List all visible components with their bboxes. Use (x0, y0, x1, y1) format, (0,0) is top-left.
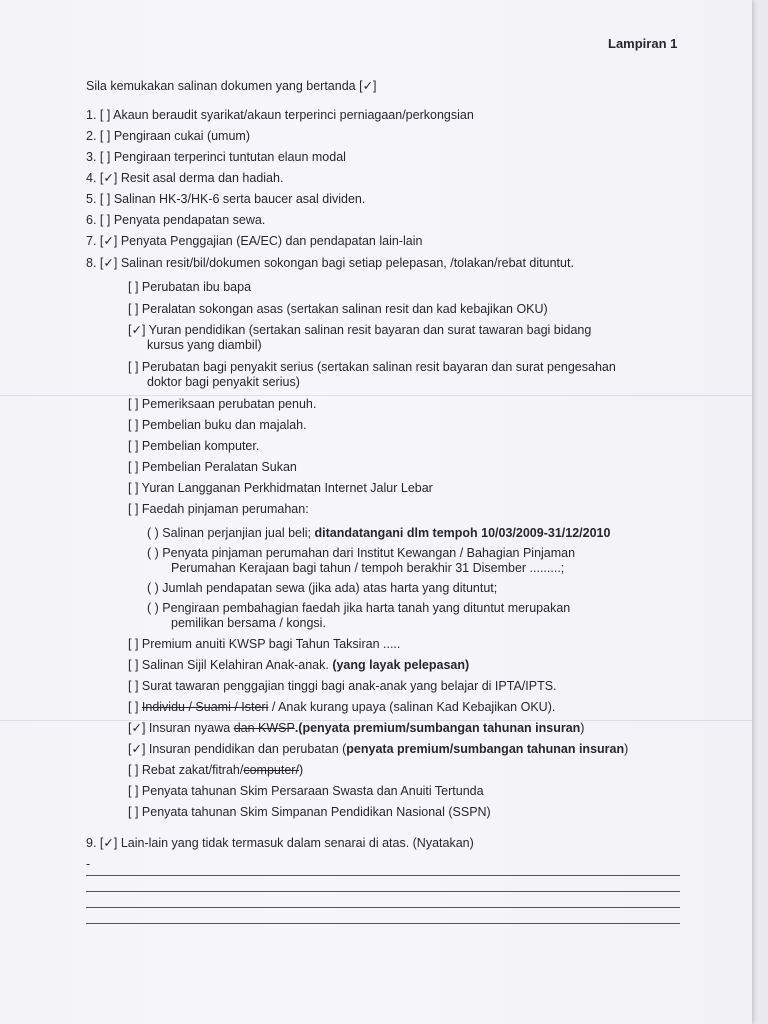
sub-item (128, 721, 584, 736)
checkbox-mark: [ ] (128, 439, 139, 453)
housing-item-continuation: pemilikan bersama / kongsi. (171, 616, 326, 630)
housing-item-text: Salinan perjanjian jual beli; (162, 526, 315, 540)
sub-item-tail: ) (624, 742, 629, 756)
checkbox-mark: [ ] (128, 700, 139, 714)
sub-item-text: Surat tawaran penggajian tinggi bagi anak-anak yang belajar di IPTA/IPTS. (141, 679, 557, 693)
list-item (86, 129, 250, 144)
item-number: 2. (86, 129, 97, 143)
sub-item-emphasis: (yang layak pelepasan) (332, 658, 470, 672)
sub-item-tail: ) (580, 721, 585, 735)
checkbox-mark: [ ] (128, 805, 139, 819)
list-item (86, 150, 346, 165)
sub-item-emphasis: .(penyata premium/sumbangan tahunan insuran (294, 721, 581, 735)
answer-line[interactable] (86, 891, 680, 892)
housing-item (147, 546, 575, 561)
sub-item (128, 805, 491, 820)
item-text: Salinan resit/bil/dokumen sokongan bagi setiap pelepasan, /tolakan/rebat dituntut. (120, 256, 574, 270)
item-number: 9. (86, 836, 97, 850)
checkbox-mark: [ ] (99, 129, 111, 143)
sub-item (128, 280, 251, 295)
sub-item-text: / Anak kurang upaya (salinan Kad Kebajikan OKU). (268, 700, 556, 714)
sub-item-text: Faedah pinjaman perumahan: (141, 502, 309, 516)
sub-item-text: Penyata tahunan Skim Persaraan Swasta dan Anuiti Tertunda (141, 784, 484, 798)
sub-item-continuation: kursus yang diambil) (147, 338, 262, 352)
checkbox-mark: [ ] (128, 784, 139, 798)
sub-item-text: Peralatan sokongan asas (sertakan salinan resit dan kad kebajikan OKU) (141, 302, 548, 316)
sub-item-text: Perubatan bagi penyakit serius (sertakan salinan resit bayaran dan surat pengesahan (141, 360, 616, 374)
sub-item (128, 502, 309, 517)
checkbox-mark: [ ] (128, 481, 139, 495)
checkbox-mark: ( ) (147, 546, 159, 560)
item-number: 4. (86, 171, 97, 185)
sub-item-tail: ) (298, 763, 304, 777)
item-text: Resit asal derma dan hadiah. (120, 171, 284, 185)
sub-item (128, 637, 400, 652)
checkbox-mark: [ ] (128, 302, 139, 316)
sub-item-text: Yuran pendidikan (sertakan salinan resit bayaran dan surat tawaran bagi bidang (148, 323, 592, 337)
answer-line[interactable] (86, 875, 680, 876)
item-text: Pengiraan terperinci tuntutan elaun modal (113, 150, 346, 164)
list-item (86, 836, 474, 851)
item-number: 7. (86, 234, 97, 248)
checkbox-mark: ( ) (147, 581, 159, 595)
answer-line[interactable] (86, 907, 680, 908)
sub-item-text: Insuran nyawa (148, 721, 234, 735)
sub-item-text: Penyata tahunan Skim Simpanan Pendidikan Nasional (SSPN) (141, 805, 491, 819)
list-item (86, 108, 474, 123)
sub-item (128, 784, 484, 799)
sub-item (128, 658, 469, 673)
checkbox-mark: [ ] (128, 658, 139, 672)
item-text: Pengiraan cukai (umum) (113, 129, 250, 143)
checkbox-mark: [ ] (128, 763, 139, 777)
item-text: Penyata Penggajian (EA/EC) dan pendapatan lain-lain (120, 234, 423, 248)
list-item (86, 256, 574, 271)
checkbox-mark: [✓] (99, 256, 118, 270)
housing-item (147, 601, 570, 616)
checkbox-mark: [ ] (99, 213, 111, 227)
page-title: Lampiran 1 (608, 36, 678, 51)
intro-text: Sila kemukakan salinan dokumen yang bertanda [✓] (86, 79, 377, 93)
sub-item-text: Rebat zakat/fitrah/ (141, 763, 244, 777)
item-number: 5. (86, 192, 97, 206)
housing-item (147, 526, 610, 541)
sub-item (128, 302, 548, 317)
housing-item-text: Penyata pinjaman perumahan dari Institut Kewangan / Bahagian Pinjaman (162, 546, 576, 560)
item-number: 8. (86, 256, 97, 270)
checkbox-mark: ( ) (147, 601, 159, 615)
sub-item-text: Premium anuiti KWSP bagi Tahun Taksiran ..... (141, 637, 401, 651)
checkbox-mark: [ ] (99, 150, 111, 164)
sub-item-text: Pembelian buku dan majalah. (141, 418, 307, 432)
checkbox-mark: [✓] (128, 323, 146, 337)
sub-item-emphasis: penyata premium/sumbangan tahunan insuran (346, 742, 625, 756)
checkbox-mark: [ ] (99, 192, 111, 206)
checkbox-mark: [✓] (128, 742, 146, 756)
struck-text: dan KWSP (233, 721, 295, 735)
item-text: Akaun beraudit syarikat/akaun terperinci perniagaan/perkongsian (113, 108, 474, 122)
item-text: Lain-lain yang tidak termasuk dalam senarai di atas. (Nyatakan) (120, 836, 474, 850)
list-item (86, 234, 422, 249)
checkbox-mark: [ ] (128, 360, 139, 374)
checkbox-mark: [ ] (128, 460, 139, 474)
struck-text: computer/ (243, 763, 299, 777)
sub-item-text: Pemeriksaan perubatan penuh. (141, 397, 317, 411)
sub-item-text: Pembelian komputer. (141, 439, 260, 453)
housing-item (147, 581, 497, 596)
checkbox-mark: [ ] (99, 108, 111, 122)
blank-marker: - (86, 857, 91, 871)
checkbox-mark: [ ] (128, 679, 139, 693)
list-item (86, 213, 265, 228)
checkbox-mark: [✓] (99, 836, 118, 850)
sub-item-text: Pembelian Peralatan Sukan (141, 460, 297, 474)
housing-item-text: Pengiraan pembahagian faedah jika harta tanah yang dituntut merupakan (162, 601, 571, 615)
struck-text: Individu / Suami / Isteri (141, 700, 269, 714)
checkbox-mark: [✓] (99, 171, 118, 185)
sub-item (128, 418, 307, 433)
sub-item (128, 397, 316, 412)
answer-line[interactable] (86, 923, 680, 924)
sub-item (128, 360, 616, 375)
sub-item-text: Perubatan ibu bapa (141, 280, 252, 294)
checkbox-mark: ( ) (147, 526, 159, 540)
checkbox-mark: [ ] (128, 280, 139, 294)
paper-fold (0, 395, 752, 396)
sub-item-text: Salinan Sijil Kelahiran Anak-anak. (141, 658, 333, 672)
checkbox-mark: [ ] (128, 502, 139, 516)
sub-item (128, 700, 555, 715)
sub-item (128, 460, 297, 475)
sub-item-text: Insuran pendidikan dan perubatan ( (148, 742, 347, 756)
housing-item-continuation: Perumahan Kerajaan bagi tahun / tempoh berakhir 31 Disember .........; (171, 561, 565, 575)
sub-item (128, 481, 433, 496)
sub-item-text: Yuran Langganan Perkhidmatan Internet Jalur Lebar (141, 481, 433, 495)
item-number: 3. (86, 150, 97, 164)
housing-item-text: Jumlah pendapatan sewa (jika ada) atas harta yang dituntut; (162, 581, 498, 595)
item-number: 1. (86, 108, 97, 122)
sub-item (128, 323, 591, 338)
checkbox-mark: [✓] (128, 721, 146, 735)
checkbox-mark: [ ] (128, 637, 139, 651)
sub-item-continuation: doktor bagi penyakit serius) (147, 375, 300, 389)
sub-item (128, 742, 628, 757)
sub-item (128, 679, 557, 694)
list-item (86, 171, 283, 186)
item-text: Salinan HK-3/HK-6 serta baucer asal dividen. (113, 192, 366, 206)
checkbox-mark: [ ] (128, 397, 139, 411)
list-item (86, 192, 365, 207)
item-text: Penyata pendapatan sewa. (113, 213, 266, 227)
item-number: 6. (86, 213, 97, 227)
checkbox-mark: [ ] (128, 418, 139, 432)
sub-item (128, 439, 259, 454)
housing-item-emphasis: ditandatangani dlm tempoh 10/03/2009-31/12/2010 (314, 526, 611, 540)
sub-item (128, 763, 303, 778)
checkbox-mark: [✓] (99, 234, 118, 248)
